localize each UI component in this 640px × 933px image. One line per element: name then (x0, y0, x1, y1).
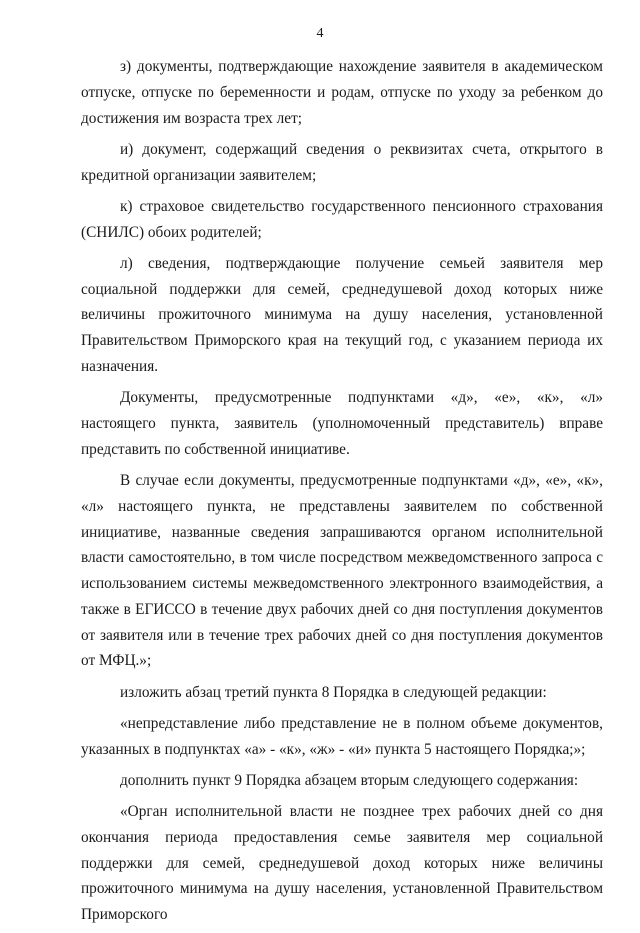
paragraph-interagency-request: В случае если документы, предусмотренные подпунктами «д», «е», «к», «л» настоящего пункта, не представлены заявителем по собственной инициативе, названные сведения запрашиваются органом исполнительной власти самостоятельно, в том числе посредством межведомственного запроса с использованием системы межведомственного электронного взаимодействия, а также в ЕГИССО в течение двух рабочих дней со дня поступления документов от заявителя или в течение трех рабочих дней со дня поступления документов от МФЦ.»; (81, 471, 603, 670)
document-body (81, 54, 603, 933)
paragraph-amend-point-9: дополнить пункт 9 Порядка абзацем вторым следующего содержания: (120, 771, 579, 789)
paragraph-point-8-text: «непредставление либо представление не в полном объеме документов, указанных в подпунктах «а» - «к», «ж» - «и» пункта 5 настоящего Порядка;»; (81, 714, 603, 758)
paragraph-k: к) страховое свидетельство государственного пенсионного страхования (СНИЛС) обоих родителей; (81, 197, 603, 241)
paragraph-point-9-text: «Орган исполнительной власти не позднее трех рабочих дней со дня окончания периода предоставления семье заявителя мер социальной поддержки для семей, среднедушевой доход которых ниже величины прожиточного минимума на душу населения, установленной Правительством Приморского (81, 803, 603, 924)
paragraph-z: з) документы, подтверждающие нахождение заявителя в академическом отпуске, отпуске по беременности и родам, отпуске по уходу за ребенком до достижения им возраста трех лет; (81, 58, 603, 127)
paragraph-l: л) сведения, подтверждающие получение семьей заявителя мер социальной поддержки для семей, среднедушевой доход которых ниже величины прожиточного минимума на душу населения, установленной Правительством Приморского края на текущий год, с указанием периода их назначения. (81, 254, 603, 375)
paragraph-i: и) документ, содержащий сведения о реквизитах счета, открытого в кредитной организации заявителем; (81, 140, 603, 184)
paragraph-own-initiative: Документы, предусмотренные подпунктами «д», «е», «к», «л» настоящего пункта, заявитель (уполномоченный представитель) вправе представить по собственной инициативе. (81, 389, 603, 458)
page-number: 4 (316, 26, 324, 41)
paragraph-amend-point-8: изложить абзац третий пункта 8 Порядка в следующей редакции: (120, 683, 547, 701)
